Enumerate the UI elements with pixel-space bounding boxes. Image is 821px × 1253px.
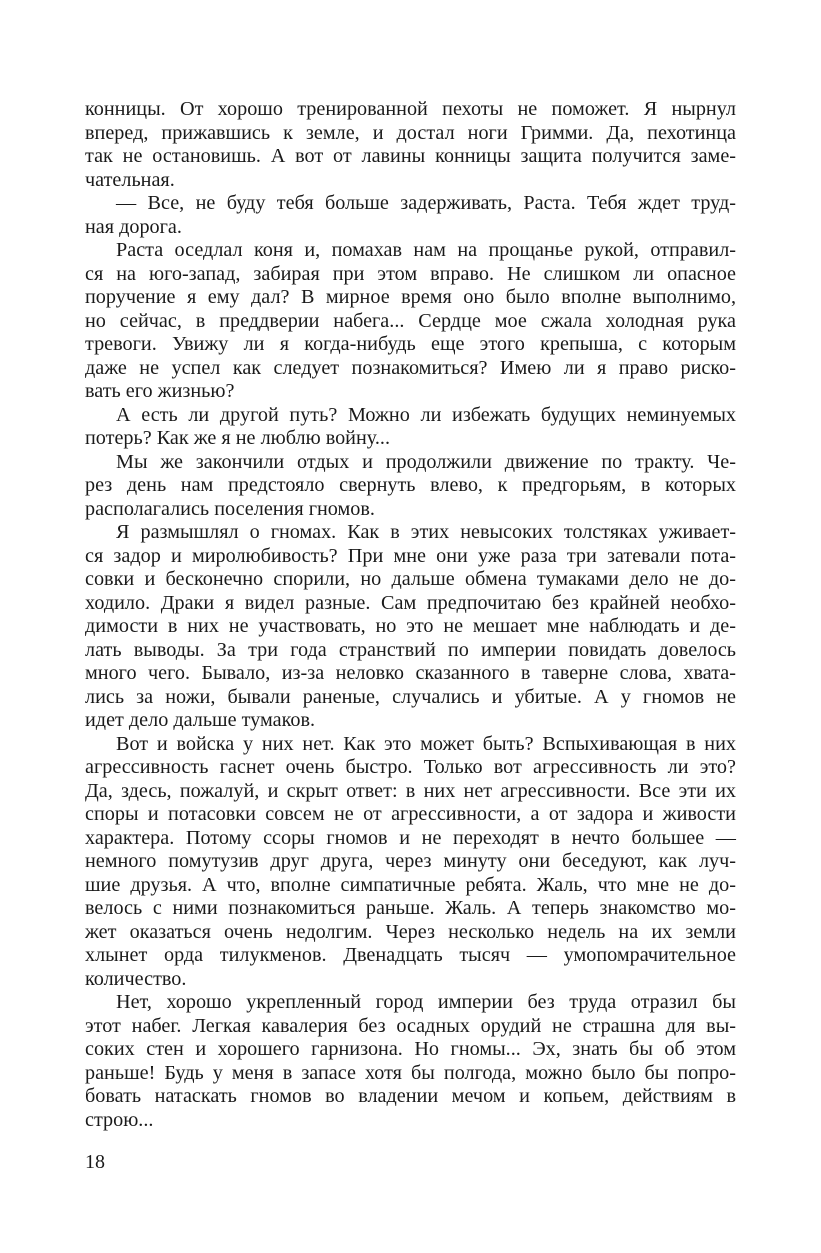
- text-line: — Все, не буду тебя больше задерживать, Раста. Тебя ждет труд-: [116, 192, 736, 214]
- text-line: лись за ножи, бывали раненые, случались и убитые. А у гномов не: [85, 685, 736, 708]
- text-line: совки и бесконечно спорили, но дальше обмена тумаками дело не до-: [85, 568, 736, 590]
- text-line: ная дорога.: [85, 215, 182, 238]
- text-line: поручение я ему дал? В мирное время оно было вполне выполнимо,: [85, 286, 736, 308]
- text-line: потерь? Как же я не люблю войну...: [85, 427, 390, 449]
- text-line: так не остановишь. А вот от лавины конницы защита получится заме-: [85, 145, 736, 167]
- text-line: немного помутузив друг друга, через минуту они беседуют, как луч-: [85, 850, 736, 872]
- text-line: агрессивность гаснет очень быстро. Только вот агрессивность ли это?: [85, 756, 736, 778]
- text-line: А есть ли другой путь? Можно ли избежать будущих неминуемых: [116, 403, 736, 426]
- text-line: тревоги. Увижу ли я когда-нибудь еще этого крепыша, с которым: [85, 333, 736, 355]
- text-line: ся задор и миролюбивость? При мне они уже раза три затевали пота-: [85, 544, 736, 567]
- text-line: даже не успел как следует познакомиться? Имею ли я право риско-: [85, 356, 736, 379]
- text-line: раньше! Будь у меня в запасе хотя бы полгода, можно было бы попро-: [85, 1061, 736, 1084]
- text-line: этот набег. Легкая кавалерия без осадных орудий не страшна для вы-: [85, 1014, 736, 1037]
- text-line: Мы же закончили отдых и продолжили движение по тракту. Че-: [116, 450, 736, 473]
- page-number: 18: [85, 1151, 105, 1173]
- text-line: бовать натаскать гномов во владении мечом и копьем, действиям в: [85, 1085, 736, 1107]
- text-line: велось с ними познакомиться раньше. Жаль. А теперь знакомство мо-: [85, 897, 736, 919]
- text-line: ся на юго-запад, забирая при этом вправо. Не слишком ли опасное: [85, 262, 736, 285]
- text-line: Раста оседлал коня и, помахав нам на прощанье рукой, отправил-: [116, 239, 736, 261]
- text-line: шие друзья. А что, вполне симпатичные ребята. Жаль, что мне не до-: [85, 873, 736, 896]
- text-line: Я размышлял о гномах. Как в этих невысоких толстяках уживает-: [116, 521, 736, 543]
- text-line: хлынет орда тилукменов. Двенадцать тысяч — умопомрачительное: [85, 944, 736, 966]
- text-line: строю...: [85, 1108, 154, 1131]
- text-line: рез день нам предстояло свернуть влево, к предгорьям, в которых: [85, 474, 736, 496]
- text-line: споры и потасовки совсем не от агрессивности, а от задора и живости: [85, 803, 736, 825]
- text-line: лать выводы. За три года странствий по империи повидать довелось: [85, 638, 736, 661]
- text-line: ходило. Драки я видел разные. Сам предпочитаю без крайней необхо-: [85, 591, 736, 614]
- text-line: располагались поселения гномов.: [85, 497, 375, 520]
- text-line: конницы. От хорошо тренированной пехоты не поможет. Я нырнул: [85, 98, 736, 120]
- text-line: Вот и войска у них нет. Как это может быть? Вспыхивающая в них: [116, 732, 736, 755]
- text-line: димости в них не участвовать, но это не мешает мне наблюдать и де-: [85, 615, 736, 637]
- text-line: идет дело дальше тумаков.: [85, 709, 316, 731]
- body-text: [85, 98, 736, 1132]
- text-line: вать его жизнью?: [85, 380, 235, 402]
- text-line: Да, здесь, пожалуй, и скрыт ответ: в них нет агрессивности. Все эти их: [85, 779, 736, 802]
- text-line: чательная.: [85, 168, 175, 191]
- text-line: вперед, прижавшись к земле, и достал ноги Гримми. Да, пехотинца: [85, 121, 736, 144]
- text-line: Нет, хорошо укрепленный город империи без труда отразил бы: [116, 991, 736, 1013]
- text-line: много чего. Бывало, из-за неловко сказанного в таверне слова, хвата-: [85, 662, 736, 684]
- text-line: жет оказаться очень недолгим. Через несколько недель на их земли: [85, 920, 736, 943]
- text-line: характера. Потому ссоры гномов и не переходят в нечто большее —: [85, 826, 736, 849]
- text-line: соких стен и хорошего гарнизона. Но гномы... Эх, знать бы об этом: [85, 1038, 736, 1060]
- text-line: количество.: [85, 967, 187, 990]
- text-line: но сейчас, в преддверии набега... Сердце мое сжала холодная рука: [85, 309, 736, 332]
